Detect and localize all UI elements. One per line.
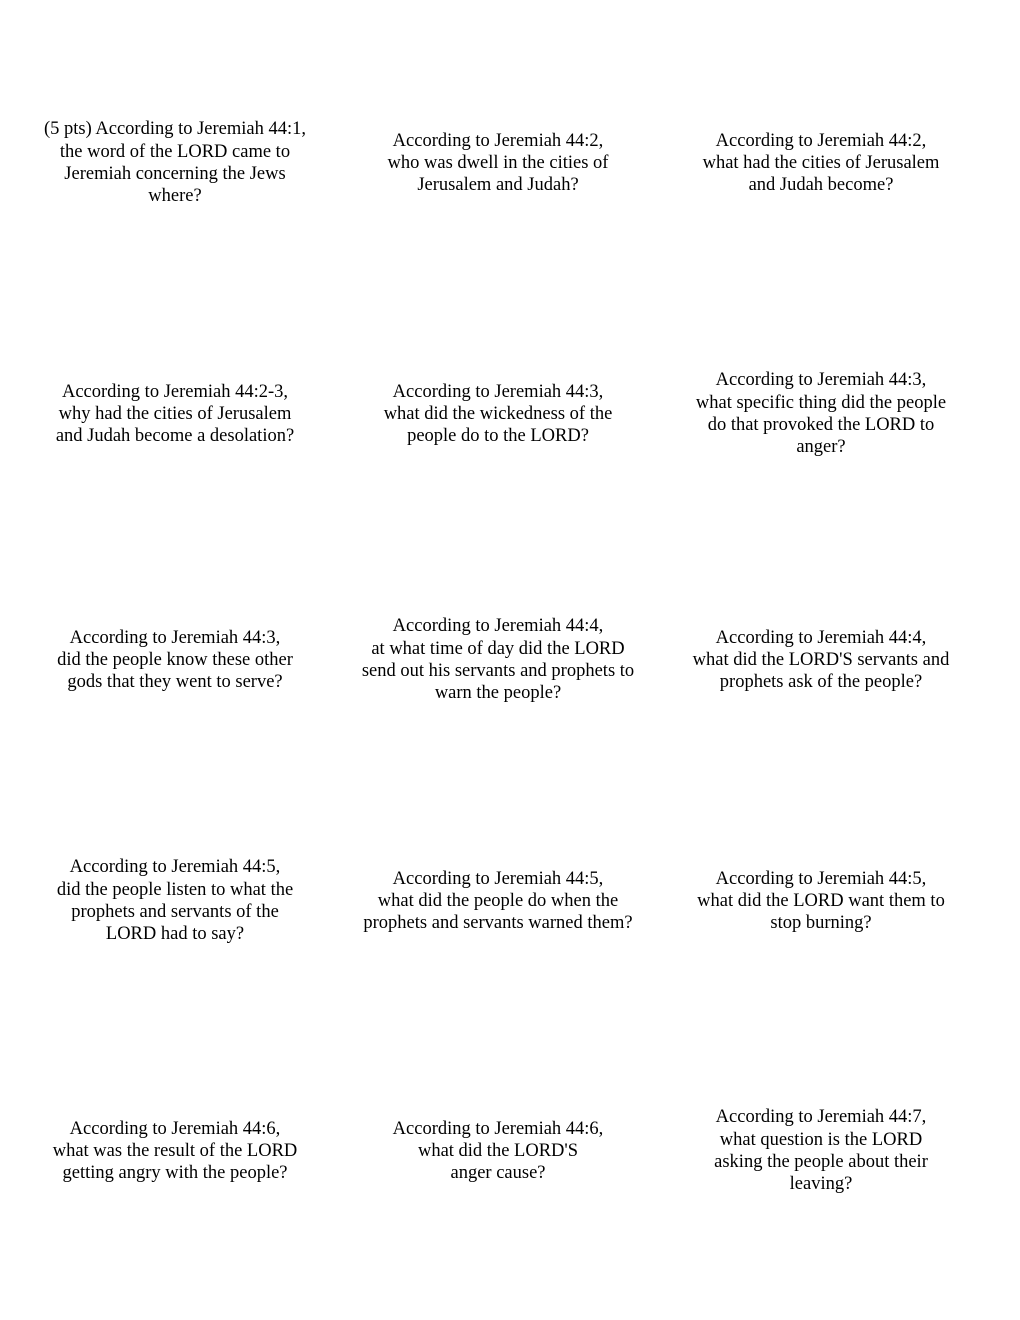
question-text: According to Jeremiah 44:2, who was dwell in the cities of Jerusalem and Judah? (387, 130, 609, 196)
question-card (666, 354, 976, 474)
question-card (343, 841, 653, 961)
question-text: According to Jeremiah 44:2, what had the cities of Jerusalem and Judah become? (702, 130, 940, 196)
question-text: According to Jeremiah 44:3, what did the wickedness of the people do to the LORD? (383, 381, 613, 447)
question-card (343, 600, 653, 720)
question-text: According to Jeremiah 44:5, did the people listen to what the prophets and servants of the LORD had to say? (56, 857, 294, 945)
question-card (666, 1091, 976, 1211)
question-card (666, 103, 976, 223)
question-card (20, 841, 330, 961)
question-text: According to Jeremiah 44:5, what did the LORD want them to stop burning? (697, 868, 945, 934)
question-text: According to Jeremiah 44:7, what question is the LORD asking the people about their leaving? (714, 1107, 928, 1195)
question-text: According to Jeremiah 44:6, what was the result of the LORD getting angry with the people? (52, 1118, 298, 1184)
question-card (20, 354, 330, 474)
question-text: According to Jeremiah 44:2-3, why had the cities of Jerusalem and Judah become a desolation? (55, 381, 295, 447)
question-text: According to Jeremiah 44:6, what did the LORD'S anger cause? (392, 1118, 604, 1184)
question-text: According to Jeremiah 44:4, what did the LORD'S servants and prophets ask of the people? (692, 627, 950, 693)
question-text: According to Jeremiah 44:3, what specific thing did the people do that provoked the LORD to anger? (695, 370, 947, 458)
question-card (666, 600, 976, 720)
question-card (343, 1091, 653, 1211)
question-text: (5 pts) According to Jeremiah 44:1, the word of the LORD came to Jeremiah concerning the Jews where? (43, 119, 307, 207)
question-card (20, 1091, 330, 1211)
question-text: According to Jeremiah 44:5, what did the people do when the prophets and servants warned them? (363, 868, 633, 934)
question-card (343, 354, 653, 474)
question-card (20, 600, 330, 720)
question-text: According to Jeremiah 44:4, at what time of day did the LORD send out his servants and prophets to warn the people? (361, 616, 635, 704)
question-card (343, 103, 653, 223)
question-text: According to Jeremiah 44:3, did the people know these other gods that they went to serve? (57, 627, 293, 693)
question-card (20, 103, 330, 223)
question-card (666, 841, 976, 961)
